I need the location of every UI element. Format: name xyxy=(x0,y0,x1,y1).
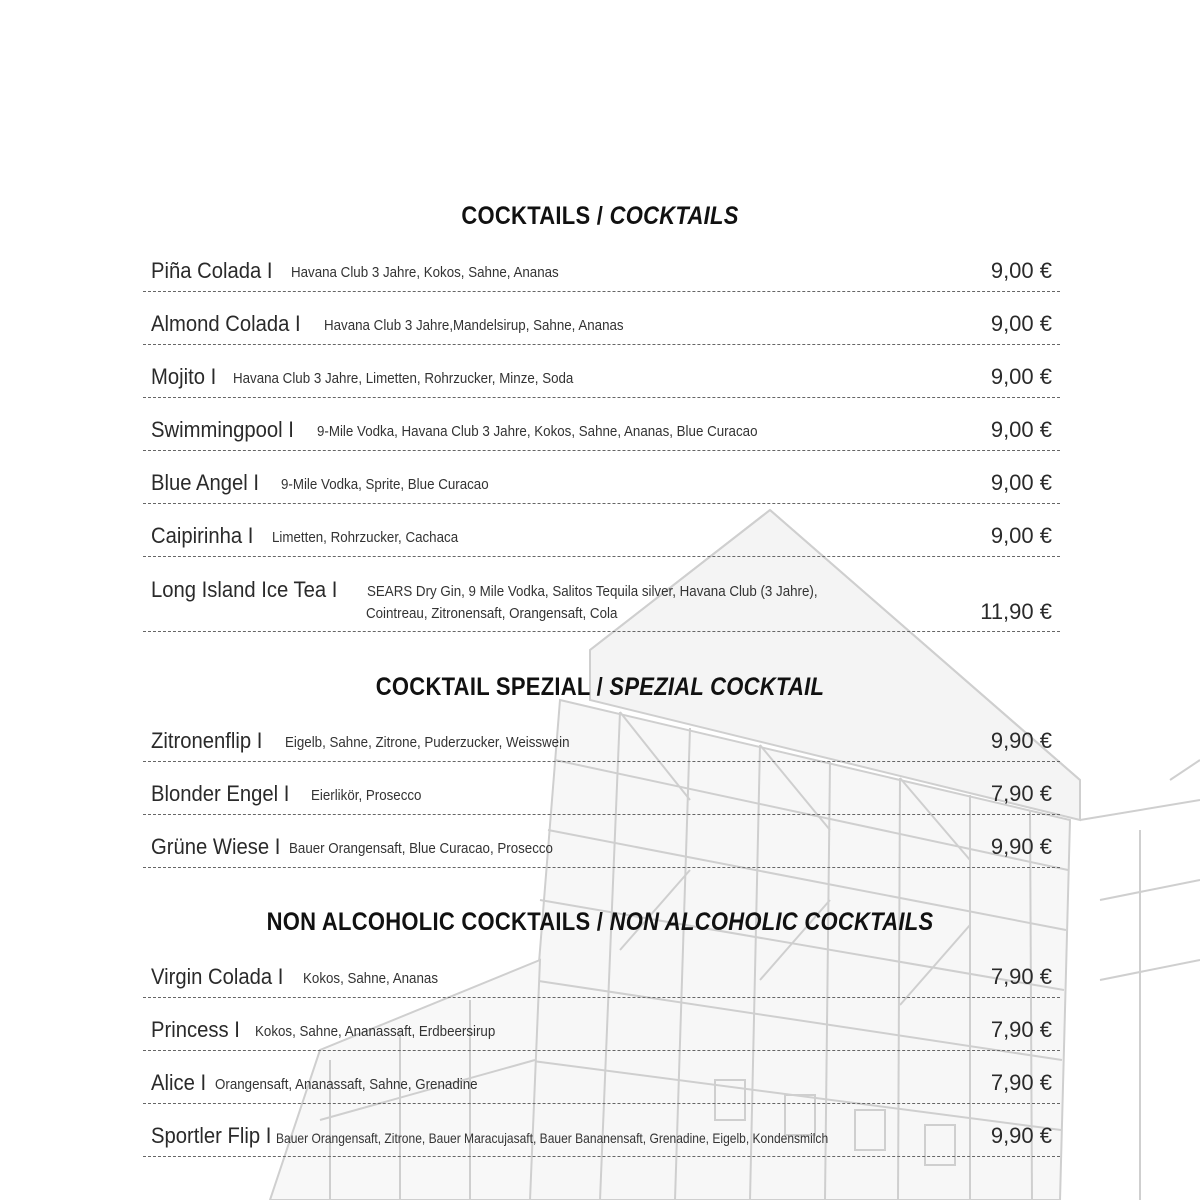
section-title: COCKTAILS xyxy=(461,202,591,230)
item-description-line-2: Cointreau, Zitronensaft, Orangensaft, Cola xyxy=(366,606,618,622)
item-name: Grüne Wiese I xyxy=(151,834,281,859)
item-price: 9,00 € xyxy=(990,364,1052,389)
item-price: 9,00 € xyxy=(990,311,1052,336)
item-description: 9-Mile Vodka, Havana Club 3 Jahre, Kokos, Sahne, Ananas, Blue Curacao xyxy=(317,424,758,440)
item-description: Havana Club 3 Jahre, Limetten, Rohrzucker, Minze, Soda xyxy=(233,371,574,387)
title-separator: / xyxy=(590,202,610,230)
title-separator: / xyxy=(590,673,610,701)
section-title-alt: NON ALCOHOLIC COCKTAILS xyxy=(609,908,934,936)
title-separator: / xyxy=(590,908,610,936)
section-title-alt: COCKTAILS xyxy=(609,202,739,230)
section-title: NON ALCOHOLIC COCKTAILS xyxy=(266,908,591,936)
item-description: Orangensaft, Ananassaft, Sahne, Grenadine xyxy=(215,1077,478,1093)
section-title-alt: SPEZIAL COCKTAIL xyxy=(609,673,825,701)
item-price: 9,90 € xyxy=(990,834,1052,859)
item-name: Almond Colada I xyxy=(151,311,301,336)
item-description: Limetten, Rohrzucker, Cachaca xyxy=(272,530,459,546)
item-name: Swimmingpool I xyxy=(151,417,294,442)
section-heading-cocktail-spezial xyxy=(72,673,1128,702)
menu-item-pina-colada xyxy=(143,252,1060,292)
item-price: 7,90 € xyxy=(990,1070,1052,1095)
item-name: Virgin Colada I xyxy=(151,964,284,989)
item-price: 9,90 € xyxy=(990,728,1052,753)
item-price: 9,00 € xyxy=(990,417,1052,442)
item-name: Blue Angel I xyxy=(151,470,260,495)
menu-item-alice xyxy=(143,1064,1060,1104)
item-description: Havana Club 3 Jahre,Mandelsirup, Sahne, Ananas xyxy=(324,318,624,334)
menu-item-long-island-ice-tea xyxy=(143,570,1060,632)
item-price: 7,90 € xyxy=(990,1017,1052,1042)
menu-item-almond-colada xyxy=(143,305,1060,345)
item-price: 7,90 € xyxy=(990,964,1052,989)
menu-item-mojito xyxy=(143,358,1060,398)
menu-item-virgin-colada xyxy=(143,958,1060,998)
item-description: Havana Club 3 Jahre, Kokos, Sahne, Ananas xyxy=(291,265,559,281)
item-name: Caipirinha I xyxy=(151,523,254,548)
menu-item-swimmingpool xyxy=(143,411,1060,451)
menu-item-gruene-wiese xyxy=(143,828,1060,868)
item-description: Bauer Orangensaft, Zitrone, Bauer Maracujasaft, Bauer Bananensaft, Grenadine, Eigelb, Kondensmilch xyxy=(276,1130,829,1146)
menu-item-zitronenflip xyxy=(143,722,1060,762)
item-name: Long Island Ice Tea I xyxy=(151,577,338,602)
item-price: 9,00 € xyxy=(990,470,1052,495)
item-price: 7,90 € xyxy=(990,781,1052,806)
item-description: 9-Mile Vodka, Sprite, Blue Curacao xyxy=(281,477,489,493)
item-name: Alice I xyxy=(151,1070,207,1095)
item-price: 9,00 € xyxy=(990,523,1052,548)
item-price: 11,90 € xyxy=(980,599,1052,624)
menu-item-blonder-engel xyxy=(143,775,1060,815)
menu-item-princess xyxy=(143,1011,1060,1051)
item-name: Zitronenflip I xyxy=(151,728,263,753)
item-description: SEARS Dry Gin, 9 Mile Vodka, Salitos Tequila silver, Havana Club (3 Jahre), xyxy=(367,584,818,600)
item-price: 9,90 € xyxy=(990,1123,1052,1148)
item-name: Blonder Engel I xyxy=(151,781,290,806)
menu-item-caipirinha xyxy=(143,517,1060,557)
menu-item-blue-angel xyxy=(143,464,1060,504)
section-heading-cocktails xyxy=(72,202,1128,231)
item-description: Eierlikör, Prosecco xyxy=(311,788,422,804)
menu-item-sportler-flip xyxy=(143,1117,1060,1157)
section-title: COCKTAIL SPEZIAL xyxy=(375,673,591,701)
item-description: Kokos, Sahne, Ananas xyxy=(303,971,438,987)
item-description: Kokos, Sahne, Ananassaft, Erdbeersirup xyxy=(255,1024,496,1040)
item-name: Mojito I xyxy=(151,364,217,389)
item-name: Sportler Flip I xyxy=(151,1123,272,1148)
item-name: Piña Colada I xyxy=(151,258,273,283)
item-description: Eigelb, Sahne, Zitrone, Puderzucker, Weisswein xyxy=(285,735,570,751)
item-name: Princess I xyxy=(151,1017,240,1042)
item-description: Bauer Orangensaft, Blue Curacao, Prosecco xyxy=(289,841,553,857)
section-heading-non-alcoholic-cocktails xyxy=(72,908,1128,937)
item-price: 9,00 € xyxy=(990,258,1052,283)
